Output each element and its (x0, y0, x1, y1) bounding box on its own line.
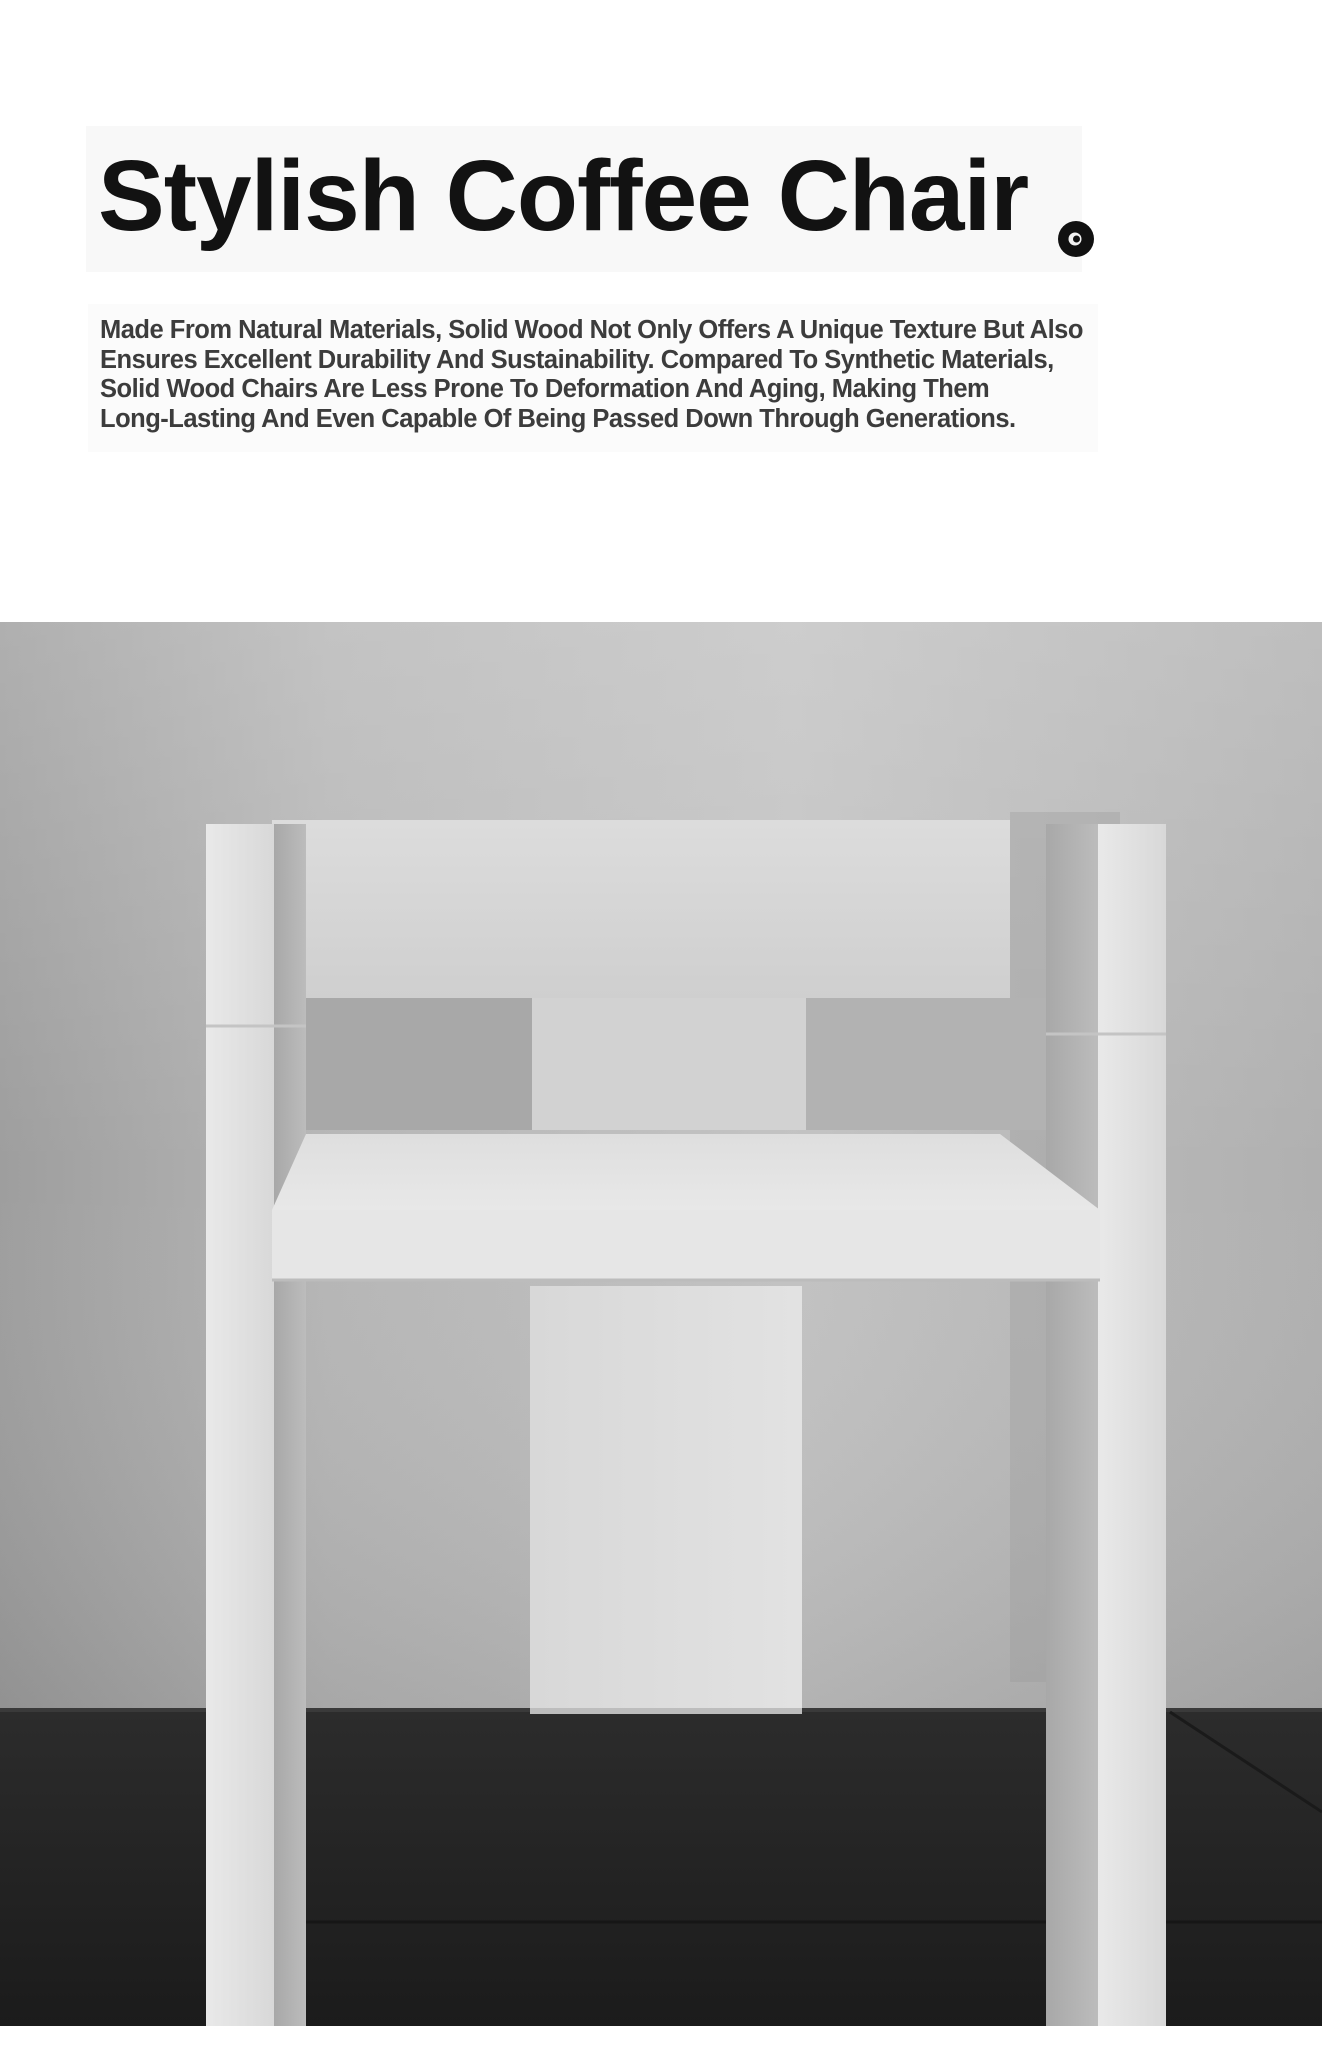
product-title: Stylish Coffee Chair (98, 140, 1029, 252)
description-line: Solid Wood Chairs Are Less Prone To Deformation And Aging, Making Them (100, 375, 990, 403)
circle-dot-icon (1056, 219, 1096, 259)
description-line: Made From Natural Materials, Solid Wood Not Only Offers A Unique Texture But Also (100, 316, 1083, 344)
description-line: Ensures Excellent Durability And Sustainability. Compared To Synthetic Materials, (100, 345, 1054, 374)
white-chair-photo (0, 622, 1322, 2026)
description-line: Long-Lasting And Even Capable Of Being Passed Down Through Generations. (100, 404, 1016, 433)
product-description (100, 316, 1140, 434)
product-header (0, 0, 1322, 622)
